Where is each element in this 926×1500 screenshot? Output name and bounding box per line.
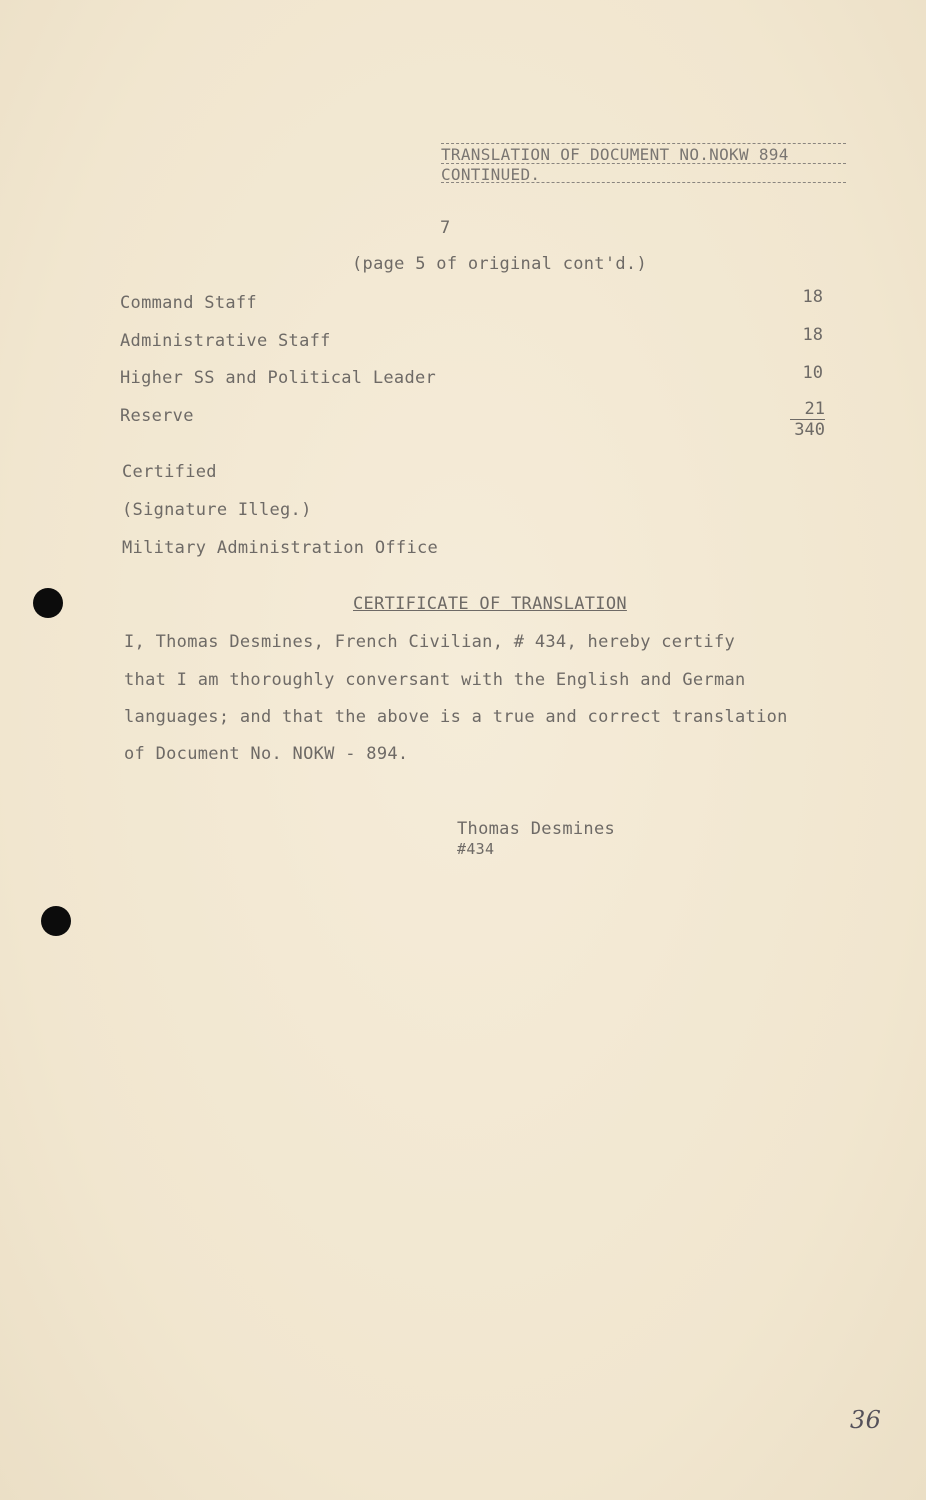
punch-hole-top bbox=[33, 588, 63, 618]
punch-hole-bottom bbox=[41, 906, 71, 936]
certificate-body-line-1: I, Thomas Desmines, French Civilian, # 434, hereby certify bbox=[124, 632, 736, 652]
header-title: TRANSLATION OF DOCUMENT NO.NOKW 894 bbox=[441, 145, 789, 164]
header-rule-bottom bbox=[441, 182, 846, 183]
signature-illegible: (Signature Illeg.) bbox=[122, 500, 312, 520]
archive-page-mark: 36 bbox=[850, 1406, 882, 1434]
translator-name: Thomas Desmines bbox=[457, 819, 616, 839]
header-continued: CONTINUED. bbox=[441, 165, 541, 184]
row-label-administrative-staff: Administrative Staff bbox=[120, 331, 331, 351]
row-value-higher-ss: 10 bbox=[802, 363, 823, 383]
header-rule-top bbox=[441, 143, 846, 144]
row-value-administrative-staff: 18 bbox=[802, 325, 823, 345]
header-rule-mid bbox=[441, 163, 846, 164]
certificate-body-line-2: that I am thoroughly conversant with the English and German bbox=[124, 670, 746, 690]
certificate-body-line-3: languages; and that the above is a true and correct translation bbox=[124, 707, 788, 727]
row-label-command-staff: Command Staff bbox=[120, 293, 257, 313]
row-label-reserve: Reserve bbox=[120, 406, 194, 426]
certificate-heading: CERTIFICATE OF TRANSLATION bbox=[353, 594, 627, 614]
table-total: 340 bbox=[794, 420, 825, 440]
translator-number: #434 bbox=[457, 840, 495, 858]
certificate-body-line-4: of Document No. NOKW - 894. bbox=[124, 744, 409, 764]
row-value-reserve: 21 bbox=[804, 399, 825, 419]
page-note: (page 5 of original cont'd.) bbox=[352, 254, 647, 274]
certified-label: Certified bbox=[122, 462, 217, 482]
row-value-command-staff: 18 bbox=[802, 287, 823, 307]
military-office: Military Administration Office bbox=[122, 538, 439, 558]
row-label-higher-ss: Higher SS and Political Leader bbox=[120, 368, 437, 388]
page-number: 7 bbox=[440, 218, 451, 238]
